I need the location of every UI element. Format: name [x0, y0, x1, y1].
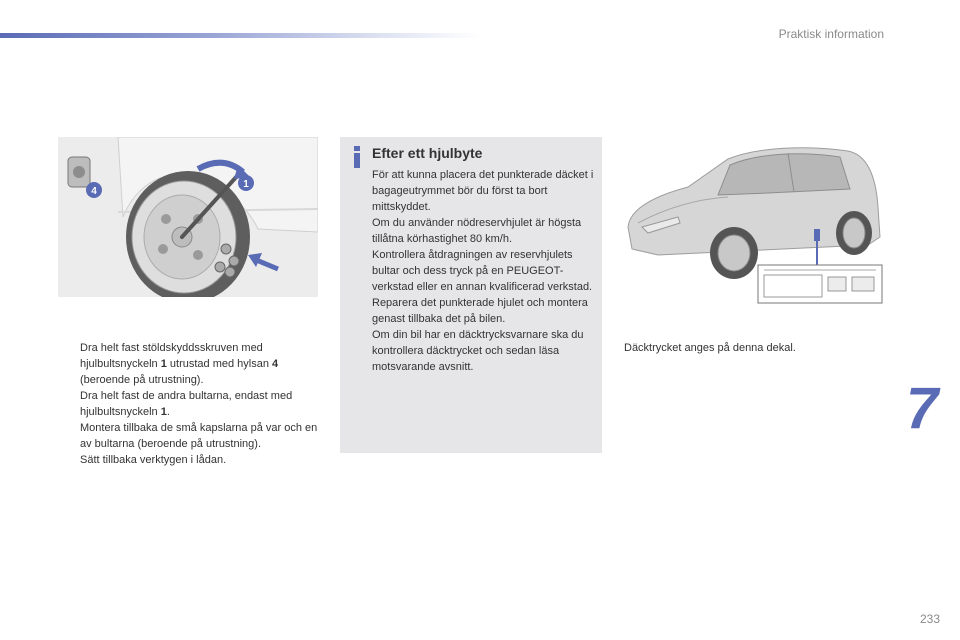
info-paragraph: Reparera det punkterade hjulet och montera genast tillbaka det på bilen.	[372, 297, 588, 325]
info-box	[340, 137, 602, 453]
instruction-item: Dra helt fast de andra bultarna, endast med hjulbultsnyckeln 1.	[80, 390, 293, 418]
info-icon	[352, 146, 362, 168]
info-paragraph: Kontrollera åtdragningen av reservhjulets bultar och dess tryck på en PEUGEOT-verkstad eller en annan kvalificerad verkstad.	[372, 249, 593, 293]
callout-4: 4	[91, 186, 97, 197]
info-box-title: Efter ett hjulbyte	[372, 145, 483, 161]
instruction-item: Montera tillbaka de små kapslarna på var och en av bultarna (beroende på utrustning).	[80, 422, 318, 450]
info-box-text	[372, 167, 594, 375]
car-illustration	[618, 137, 884, 307]
top-accent-bar	[0, 33, 480, 38]
chapter-number: 7	[906, 376, 939, 441]
callout-1: 1	[243, 179, 249, 190]
info-paragraph: Om din bil har en däcktrycksvarnare ska du kontrollera däcktrycket och sedan läsa motsvarande avsnitt.	[372, 329, 584, 373]
info-paragraph: För att kunna placera det punkterade däcket i bagageutrymmet bör du först ta bort mittskyddet.	[372, 169, 594, 213]
instruction-item: Sätt tillbaka verktygen i lådan.	[80, 454, 227, 466]
section-title: Praktisk information	[778, 27, 884, 41]
wheel-illustration	[58, 137, 318, 297]
page-number: 233	[919, 612, 940, 626]
instruction-item: Dra helt fast stöldskyddsskruven med hjulbultsnyckeln 1 utrustad med hylsan 4 (beroende på utrustning).	[80, 342, 279, 386]
info-paragraph: Om du använder nödreservhjulet är högsta tillåtna körhastighet 80 km/h.	[372, 217, 582, 245]
car-caption: Däcktrycket anges på denna dekal.	[624, 342, 796, 354]
instruction-list	[60, 340, 325, 468]
